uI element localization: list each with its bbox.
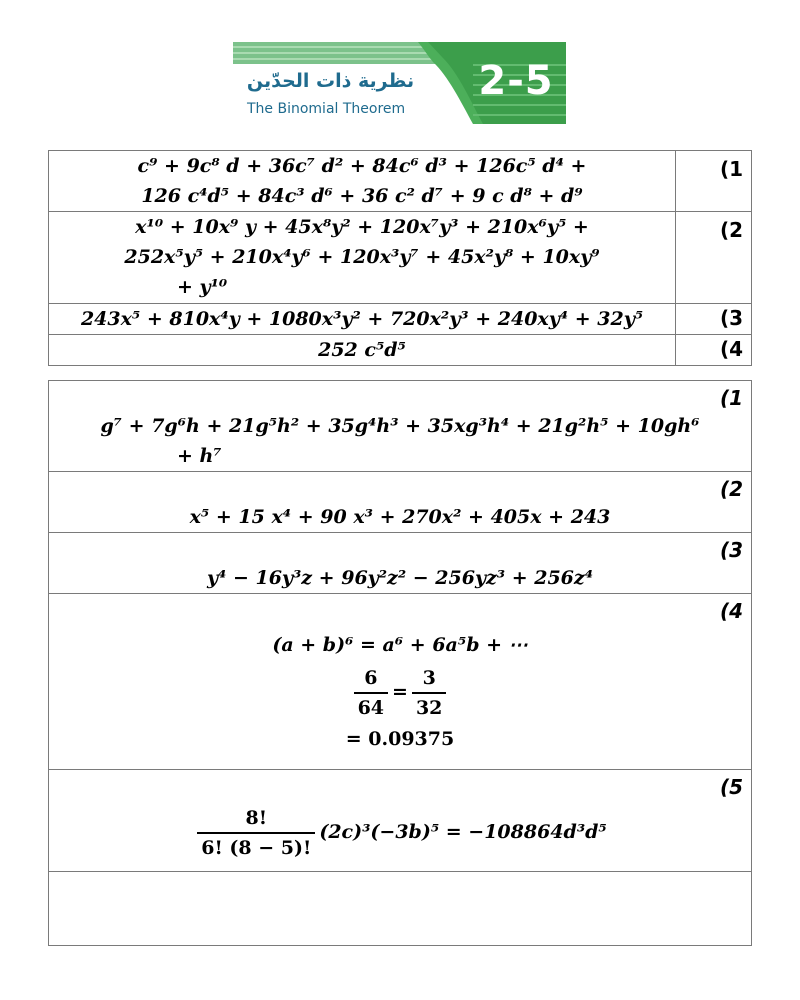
table-row xyxy=(49,381,752,472)
question-number: (5 xyxy=(719,775,743,799)
table-row xyxy=(49,533,752,594)
fraction-denominator: 6! (8 − 5)! xyxy=(197,832,315,862)
math-line: 252 c⁵d⁵ xyxy=(318,339,406,361)
binomial-expansion: (a + b)⁶ = a⁶ + 6a⁵b + ⋯ xyxy=(272,634,528,656)
math-line: c⁹ + 9c⁸ d + 36c⁷ d² + 84c⁶ d³ + 126c⁵ d⁴ + xyxy=(137,155,587,177)
combination-fraction xyxy=(197,804,315,862)
lesson-banner xyxy=(233,42,566,124)
fraction-6-64 xyxy=(354,664,388,722)
math-line: y⁴ − 16y³z + 96y²z² − 256yz³ + 256z⁴ xyxy=(206,567,594,589)
math-line: x⁵ + 15 x⁴ + 90 x³ + 270x² + 405x + 243 xyxy=(189,506,611,528)
math-line: x¹⁰ + 10x⁹ y + 45x⁸y² + 120x⁷y³ + 210x⁶y⁵ + xyxy=(135,216,589,238)
question-number: (4 xyxy=(676,335,752,366)
term-expression: (2c)³(−3b)⁵ = −108864d³d⁵ xyxy=(319,821,607,843)
answer-cell xyxy=(49,335,676,366)
answers-table-2 xyxy=(48,380,752,946)
answers-table-1 xyxy=(48,150,752,366)
fraction-3-32 xyxy=(412,664,446,722)
question-number: (1 xyxy=(676,151,752,212)
math-line: 252x⁵y⁵ + 210x⁴y⁶ + 120x³y⁷ + 45x²y⁸ + 10xy⁹ xyxy=(124,246,600,268)
question-number: (1 xyxy=(719,386,743,410)
probability-result: = 0.09375 xyxy=(345,728,455,750)
question-number: (2 xyxy=(719,477,743,501)
answer-cell xyxy=(49,304,676,335)
fraction-numerator: 6 xyxy=(364,667,378,689)
banner-lesson-number: 2-5 xyxy=(478,58,554,104)
fraction-denominator: 64 xyxy=(354,692,388,722)
answer-cell xyxy=(49,472,752,533)
math-line: 126 c⁴d⁵ + 84c³ d⁶ + 36 c² d⁷ + 9 c d⁸ + d⁹ xyxy=(141,185,583,207)
math-line: g⁷ + 7g⁶h + 21g⁵h² + 35g⁴h³ + 35xg³h⁴ + 21g²h⁵ + 10gh⁶ xyxy=(100,415,700,437)
term-calculation xyxy=(49,800,751,864)
question-number: (4 xyxy=(719,599,743,623)
banner-title-arabic: نظرية ذات الحدّين xyxy=(246,70,415,92)
question-number: (2 xyxy=(676,212,752,304)
answer-cell xyxy=(49,594,752,770)
math-line: + y¹⁰ xyxy=(177,276,228,298)
math-line: 243x⁵ + 810x⁴y + 1080x³y² + 720x²y³ + 240xy⁴ + 32y⁵ xyxy=(80,308,644,330)
math-line: + h⁷ xyxy=(177,445,222,467)
table-row xyxy=(49,594,752,770)
table-row xyxy=(49,304,752,335)
answer-cell xyxy=(49,381,752,472)
question-number: (3 xyxy=(676,304,752,335)
fraction-denominator: 32 xyxy=(412,692,446,722)
table-row xyxy=(49,770,752,872)
banner-title-english: The Binomial Theorem xyxy=(247,101,406,117)
equals-sign: = xyxy=(392,681,408,703)
answer-cell xyxy=(49,151,676,212)
answer-cell xyxy=(49,533,752,594)
fraction-numerator: 8! xyxy=(245,807,268,829)
table-row xyxy=(49,212,752,304)
answer-cell xyxy=(49,212,676,304)
table-row xyxy=(49,335,752,366)
table-row xyxy=(49,872,752,946)
table-row xyxy=(49,472,752,533)
empty-cell xyxy=(49,872,752,946)
answer-cell xyxy=(49,770,752,872)
question-number: (3 xyxy=(719,538,743,562)
fraction-numerator: 3 xyxy=(422,667,436,689)
table-row xyxy=(49,151,752,212)
probability-fraction-line xyxy=(49,660,751,724)
